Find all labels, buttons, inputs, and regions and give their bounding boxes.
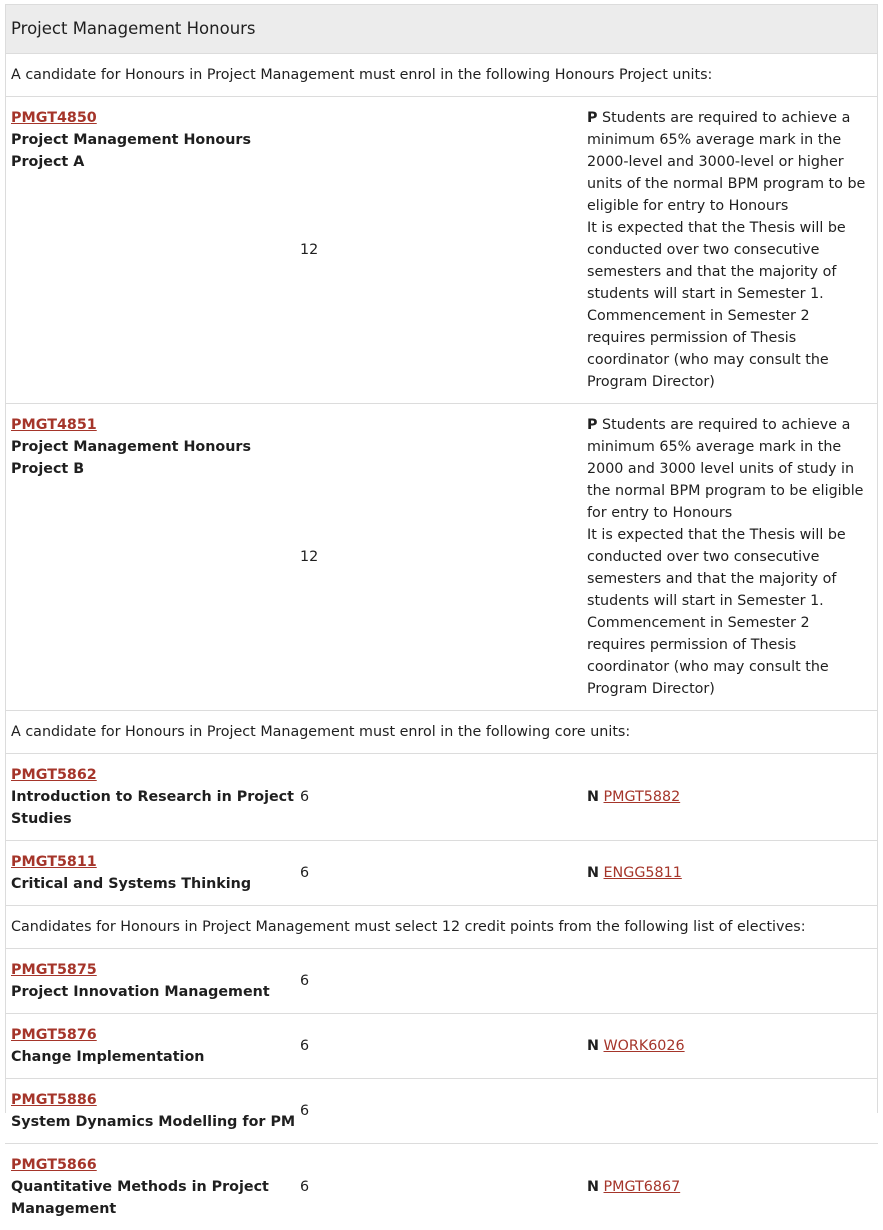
unit-table — [5, 4, 878, 1230]
table-row — [5, 841, 878, 906]
table-row — [5, 97, 878, 404]
table-row — [5, 1079, 878, 1144]
credit-points: 6 — [296, 841, 587, 906]
prohibition-label: N — [587, 789, 599, 805]
prohibition-link[interactable]: PMGT6867 — [604, 1179, 681, 1195]
prerequisite-text: Students are required to achieve a minimum 65% average mark in the 2000 and 3000 level units of study in the normal BPM program to be eligible for entry to Honours — [587, 417, 863, 521]
unit-name: System Dynamics Modelling for PM — [11, 1114, 295, 1130]
prerequisite-label: P — [587, 110, 597, 126]
unit-cell — [5, 1144, 296, 1230]
note-row — [5, 711, 878, 754]
additional-info: It is expected that the Thesis will be conducted over two consecutive semesters and that the majority of students will start in Semester 1. Commencement in Semester 2 requires permission of Thesis coordinator (who may consult the Program Director) — [587, 527, 846, 697]
credit-points: 6 — [296, 1079, 587, 1144]
unit-code-link[interactable]: PMGT5886 — [11, 1092, 97, 1108]
prerequisite-text: Students are required to achieve a minimum 65% average mark in the 2000-level and 3000-level or higher units of the normal BPM program to be eligible for entry to Honours — [587, 110, 865, 214]
prohibition-link[interactable]: WORK6026 — [604, 1038, 685, 1054]
unit-name: Project Management Honours Project B — [11, 439, 251, 477]
unit-cell — [5, 97, 296, 404]
unit-name: Project Innovation Management — [11, 984, 270, 1000]
credit-points: 6 — [296, 949, 587, 1014]
requirements-cell — [587, 754, 878, 841]
note-honours-units: A candidate for Honours in Project Management must enrol in the following Honours Project units: — [5, 54, 878, 97]
section-title: Project Management Honours — [5, 5, 878, 54]
unit-code-link[interactable]: PMGT5866 — [11, 1157, 97, 1173]
requirements-cell — [587, 1014, 878, 1079]
table-row — [5, 949, 878, 1014]
requirements-cell — [587, 1144, 878, 1230]
table-row — [5, 754, 878, 841]
unit-name: Change Implementation — [11, 1049, 204, 1065]
additional-info: It is expected that the Thesis will be conducted over two consecutive semesters and that the majority of students will start in Semester 1. Commencement in Semester 2 requires permission of Thesis coordinator (who may consult the Program Director) — [587, 220, 846, 390]
credit-points: 12 — [296, 97, 587, 404]
requirements-cell — [587, 841, 878, 906]
prerequisite-label: P — [587, 417, 597, 433]
unit-cell — [5, 404, 296, 711]
unit-code-link[interactable]: PMGT5811 — [11, 854, 97, 870]
unit-cell — [5, 1079, 296, 1144]
unit-name: Quantitative Methods in Project Management — [11, 1179, 269, 1217]
note-row — [5, 906, 878, 949]
section-header-row — [5, 5, 878, 54]
prohibition-label: N — [587, 1179, 599, 1195]
requirements-cell — [587, 1079, 878, 1144]
unit-table-container — [5, 4, 878, 1230]
unit-cell — [5, 754, 296, 841]
unit-code-link[interactable]: PMGT4850 — [11, 110, 97, 126]
unit-cell — [5, 1014, 296, 1079]
unit-name: Project Management Honours Project A — [11, 132, 251, 170]
unit-code-link[interactable]: PMGT5862 — [11, 767, 97, 783]
note-core-units: A candidate for Honours in Project Management must enrol in the following core units: — [5, 711, 878, 754]
credit-points: 6 — [296, 754, 587, 841]
credit-points: 6 — [296, 1014, 587, 1079]
unit-code-link[interactable]: PMGT5876 — [11, 1027, 97, 1043]
credit-points: 12 — [296, 404, 587, 711]
unit-name: Introduction to Research in Project Studies — [11, 789, 294, 827]
prohibition-link[interactable]: PMGT5882 — [604, 789, 681, 805]
table-row — [5, 1014, 878, 1079]
requirements-cell — [587, 404, 878, 711]
credit-points: 6 — [296, 1144, 587, 1230]
prohibition-label: N — [587, 865, 599, 881]
table-row — [5, 404, 878, 711]
table-row — [5, 1144, 878, 1230]
unit-code-link[interactable]: PMGT4851 — [11, 417, 97, 433]
requirements-cell — [587, 97, 878, 404]
prohibition-label: N — [587, 1038, 599, 1054]
prohibition-link[interactable]: ENGG5811 — [604, 865, 682, 881]
unit-name: Critical and Systems Thinking — [11, 876, 251, 892]
note-row — [5, 54, 878, 97]
note-electives: Candidates for Honours in Project Management must select 12 credit points from the following list of electives: — [5, 906, 878, 949]
unit-cell — [5, 841, 296, 906]
unit-cell — [5, 949, 296, 1014]
unit-code-link[interactable]: PMGT5875 — [11, 962, 97, 978]
requirements-cell — [587, 949, 878, 1014]
